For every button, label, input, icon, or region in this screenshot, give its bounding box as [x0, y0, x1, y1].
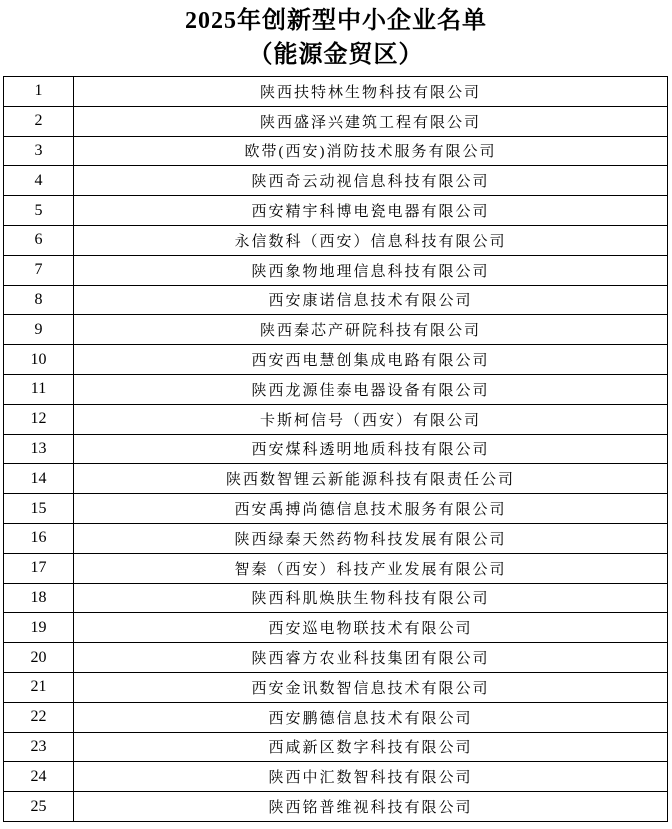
row-index-cell: 18: [4, 583, 74, 613]
company-name-cell: 陕西睿方农业科技集团有限公司: [74, 643, 668, 673]
row-index-cell: 14: [4, 464, 74, 494]
page-title-line1: 2025年创新型中小企业名单: [185, 8, 487, 34]
table-row: [4, 672, 668, 702]
row-index-cell: 11: [4, 374, 74, 404]
company-name-cell: 西安康诺信息技术有限公司: [74, 285, 668, 315]
table-row: [4, 225, 668, 255]
row-index-cell: 2: [4, 106, 74, 136]
row-index-cell: 12: [4, 404, 74, 434]
row-index-cell: 6: [4, 225, 74, 255]
company-name-cell: 陕西秦芯产研院科技有限公司: [74, 315, 668, 345]
table-row: [4, 404, 668, 434]
row-index-cell: 15: [4, 494, 74, 524]
company-table-body: [4, 77, 668, 822]
row-index-cell: 25: [4, 792, 74, 822]
company-name-cell: 西安西电慧创集成电路有限公司: [74, 345, 668, 375]
table-row: [4, 374, 668, 404]
row-index-cell: 10: [4, 345, 74, 375]
table-row: [4, 494, 668, 524]
row-index-cell: 8: [4, 285, 74, 315]
table-row: [4, 434, 668, 464]
row-index-cell: 16: [4, 523, 74, 553]
company-name-cell: 陕西龙源佳泰电器设备有限公司: [74, 374, 668, 404]
company-name-cell: 西安精宇科博电瓷电器有限公司: [74, 196, 668, 226]
row-index-cell: 17: [4, 553, 74, 583]
company-name-cell: 西安鹏德信息技术有限公司: [74, 702, 668, 732]
row-index-cell: 4: [4, 166, 74, 196]
row-index-cell: 9: [4, 315, 74, 345]
company-name-cell: 陕西绿秦天然药物科技发展有限公司: [74, 523, 668, 553]
table-row: [4, 583, 668, 613]
table-row: [4, 613, 668, 643]
company-name-cell: 陕西盛泽兴建筑工程有限公司: [74, 106, 668, 136]
table-row: [4, 285, 668, 315]
company-name-cell: 卡斯柯信号（西安）有限公司: [74, 404, 668, 434]
row-index-cell: 1: [4, 77, 74, 107]
page-title: [0, 0, 672, 76]
table-row: [4, 553, 668, 583]
company-table: [3, 76, 668, 822]
row-index-cell: 21: [4, 672, 74, 702]
table-row: [4, 77, 668, 107]
company-name-cell: 陕西数智锂云新能源科技有限责任公司: [74, 464, 668, 494]
table-row: [4, 523, 668, 553]
table-row: [4, 196, 668, 226]
table-row: [4, 136, 668, 166]
company-name-cell: 永信数科（西安）信息科技有限公司: [74, 225, 668, 255]
table-row: [4, 643, 668, 673]
company-name-cell: 西咸新区数字科技有限公司: [74, 732, 668, 762]
row-index-cell: 19: [4, 613, 74, 643]
company-name-cell: 陕西科肌焕肤生物科技有限公司: [74, 583, 668, 613]
table-row: [4, 762, 668, 792]
table-row: [4, 732, 668, 762]
company-name-cell: 西安禹搏尚德信息技术服务有限公司: [74, 494, 668, 524]
row-index-cell: 13: [4, 434, 74, 464]
company-name-cell: 陕西铭普维视科技有限公司: [74, 792, 668, 822]
table-row: [4, 315, 668, 345]
table-row: [4, 255, 668, 285]
row-index-cell: 5: [4, 196, 74, 226]
table-row: [4, 345, 668, 375]
table-row: [4, 106, 668, 136]
row-index-cell: 20: [4, 643, 74, 673]
company-name-cell: 西安煤科透明地质科技有限公司: [74, 434, 668, 464]
table-row: [4, 464, 668, 494]
row-index-cell: 22: [4, 702, 74, 732]
row-index-cell: 23: [4, 732, 74, 762]
table-row: [4, 166, 668, 196]
row-index-cell: 3: [4, 136, 74, 166]
company-name-cell: 陕西中汇数智科技有限公司: [74, 762, 668, 792]
company-name-cell: 陕西扶特林生物科技有限公司: [74, 77, 668, 107]
row-index-cell: 7: [4, 255, 74, 285]
company-name-cell: 智秦（西安）科技产业发展有限公司: [74, 553, 668, 583]
company-name-cell: 西安金讯数智信息技术有限公司: [74, 672, 668, 702]
company-name-cell: 欧带(西安)消防技术服务有限公司: [74, 136, 668, 166]
row-index-cell: 24: [4, 762, 74, 792]
company-name-cell: 陕西象物地理信息科技有限公司: [74, 255, 668, 285]
company-name-cell: 西安巡电物联技术有限公司: [74, 613, 668, 643]
company-name-cell: 陕西奇云动视信息科技有限公司: [74, 166, 668, 196]
table-row: [4, 702, 668, 732]
table-row: [4, 792, 668, 822]
page-title-line2: （能源金贸区）: [248, 42, 424, 68]
